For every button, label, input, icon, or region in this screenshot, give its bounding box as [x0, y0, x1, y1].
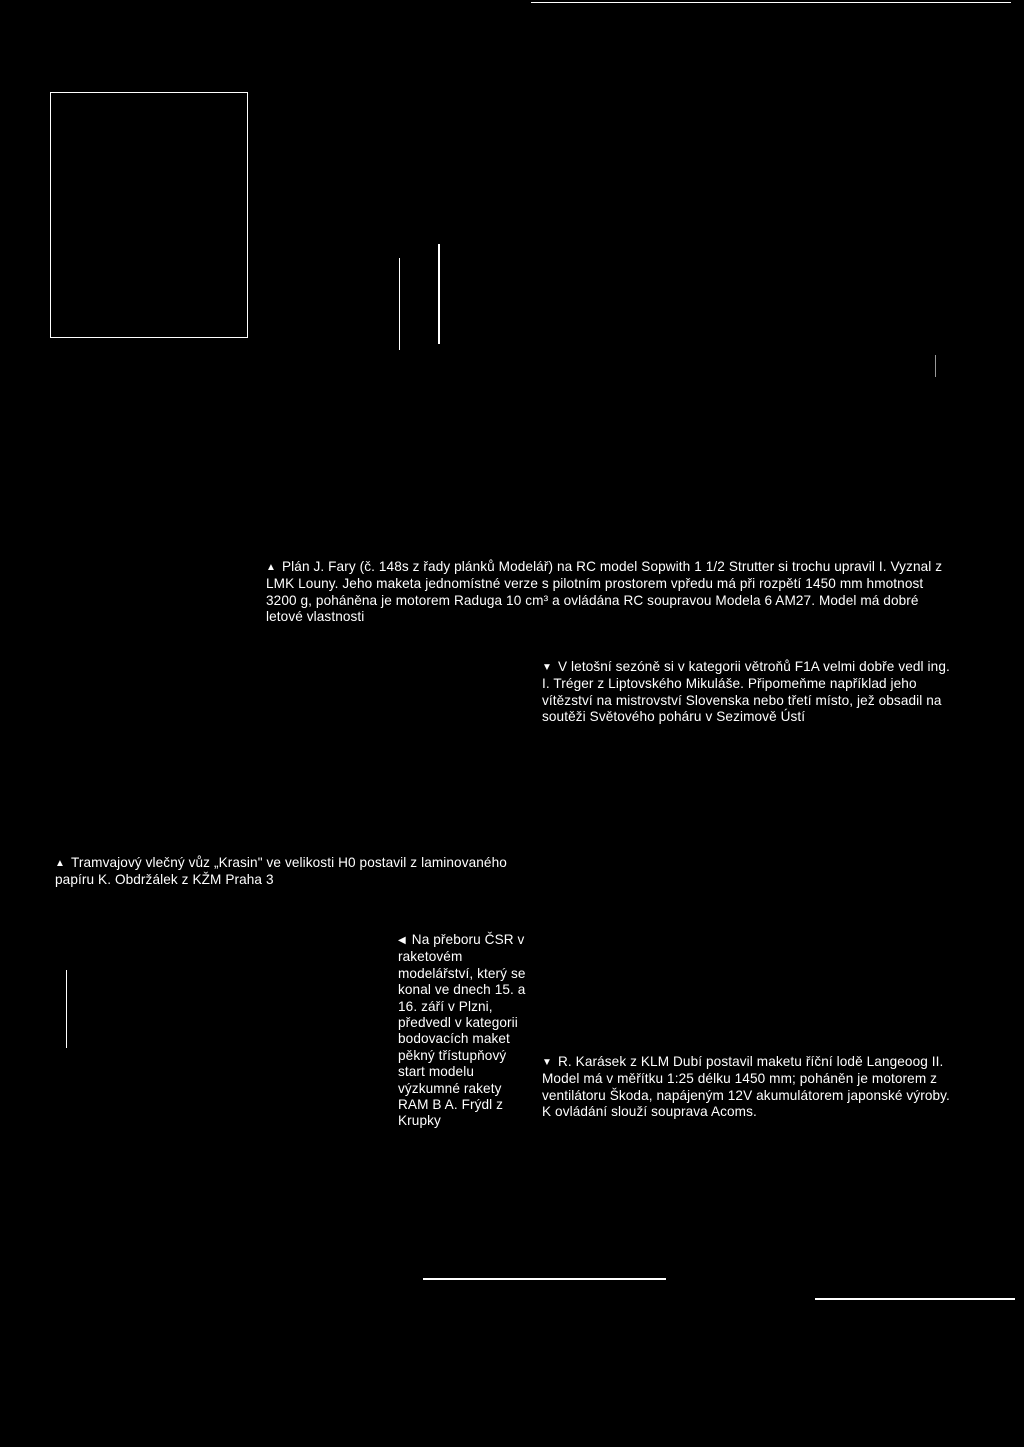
- caption-glider: [542, 659, 952, 726]
- caption-tram: [55, 855, 533, 889]
- triangle-down-icon: ▼: [542, 662, 552, 673]
- caption-sopwith: [266, 559, 956, 626]
- triangle-up-icon: ▲: [55, 858, 65, 869]
- photo-mark-1: [399, 258, 400, 350]
- photo-frame: [50, 92, 248, 338]
- triangle-up-icon: ▲: [266, 562, 276, 573]
- photo-mark-2: [438, 244, 440, 344]
- top-edge-rule: [531, 2, 1011, 3]
- photo-mark-3: [935, 355, 936, 377]
- caption-rocket-text: Na přeboru ČSR v raketovém modelářství, který se konal ve dnech 15. a 16. září v Plzni, předvedl v kategorii bodovacích maket pěkný třístupňový start modelu výzkumné rakety RAM B A. Frýdl z Krupky: [398, 932, 526, 1129]
- bottom-rule-left: [423, 1278, 666, 1280]
- caption-rocket: [398, 932, 534, 1130]
- triangle-left-icon: ◀: [398, 935, 406, 946]
- photo-mark-4: [66, 970, 67, 1048]
- caption-boat: [542, 1054, 954, 1121]
- caption-sopwith-text: Plán J. Fary (č. 148s z řady plánků Modelář) na RC model Sopwith 1 1/2 Strutter si trochu upravil I. Vyznal z LMK Louny. Jeho maketa jednomístné verze s pilotním prostorem vpředu má při rozpětí 1450 mm hmotnost 3200 g, poháněna je motorem Raduga 10 cm³ a ovládána RC soupravou Modela 6 AM27. Model má dobré letové vlastnosti: [266, 559, 943, 625]
- caption-boat-text: R. Karásek z KLM Dubí postavil maketu říční lodě Langeoog II. Model má v měřítku 1:25 délku 1450 mm; poháněn je motorem z ventilátoru Škoda, napájeným 12V akumulátorem japonské výroby. K ovládání slouží souprava Acoms.: [542, 1054, 950, 1120]
- caption-glider-text: V letošní sezóně si v kategorii větroňů F1A velmi dobře vedl ing. I. Tréger z Liptovského Mikuláše. Připomeňme například jeho vítězství na mistrovství Slovenska nebo třetí místo, jež obsadil na soutěži Světového poháru v Sezimově Ústí: [542, 659, 950, 725]
- bottom-rule-right: [815, 1298, 1015, 1300]
- caption-tram-text: Tramvajový vlečný vůz „Krasin" ve velikosti H0 postavil z laminovaného papíru K. Obdržálek z KŽM Praha 3: [55, 855, 507, 888]
- triangle-down-icon: ▼: [542, 1057, 552, 1068]
